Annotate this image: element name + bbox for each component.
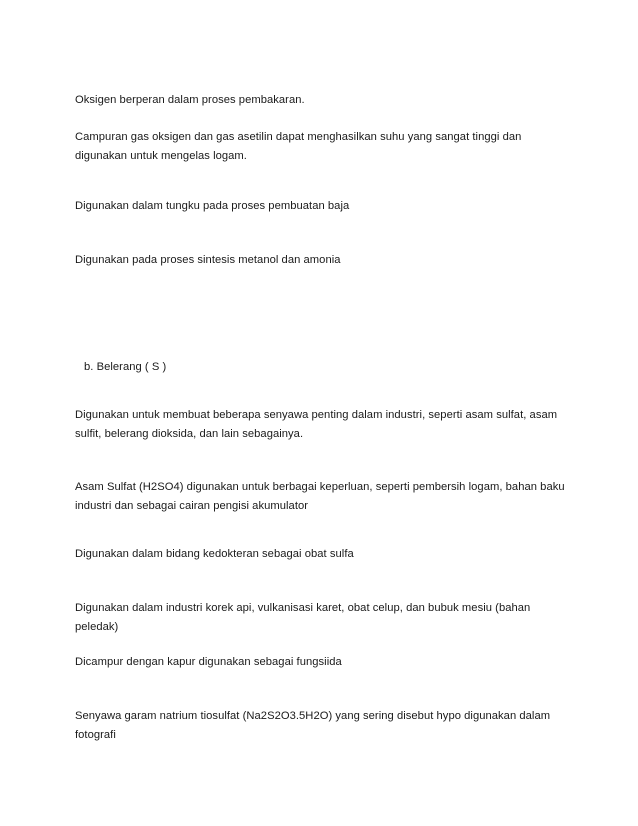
paragraph-oxygen-combustion: Oksigen berperan dalam proses pembakaran. bbox=[75, 94, 305, 106]
paragraph-sulfur-compounds: Digunakan untuk membuat beberapa senyawa penting dalam industri, seperti asam sulfat, asam sulfit, belerang dioksida, dan lain sebagainya. bbox=[75, 409, 558, 440]
paragraph-sulfa-medicine: Digunakan dalam bidang kedokteran sebagai obat sulfa bbox=[75, 548, 354, 560]
paragraph-oxygen-synthesis: Digunakan pada proses sintesis metanol dan amonia bbox=[75, 254, 341, 266]
paragraph-oxygen-welding: Campuran gas oksigen dan gas asetilin dapat menghasilkan suhu yang sangat tinggi dan digunakan untuk mengelas logam. bbox=[75, 131, 522, 162]
paragraph-sulfuric-acid: Asam Sulfat (H2SO4) digunakan untuk berbagai keperluan, seperti pembersih logam, bahan baku industri dan sebagai cairan pengisi akumulator bbox=[75, 481, 565, 512]
paragraph-oxygen-steel: Digunakan dalam tungku pada proses pembuatan baja bbox=[75, 200, 350, 212]
section-heading-belerang: b. Belerang ( S ) bbox=[84, 361, 167, 373]
paragraph-fungicide: Dicampur dengan kapur digunakan sebagai fungsiida bbox=[75, 656, 342, 668]
paragraph-sulfur-industry: Digunakan dalam industri korek api, vulkanisasi karet, obat celup, dan bubuk mesiu (bahan peledak) bbox=[75, 602, 531, 633]
paragraph-sodium-thiosulfate: Senyawa garam natrium tiosulfat (Na2S2O3.5H2O) yang sering disebut hypo digunakan dalam fotografi bbox=[75, 710, 551, 741]
